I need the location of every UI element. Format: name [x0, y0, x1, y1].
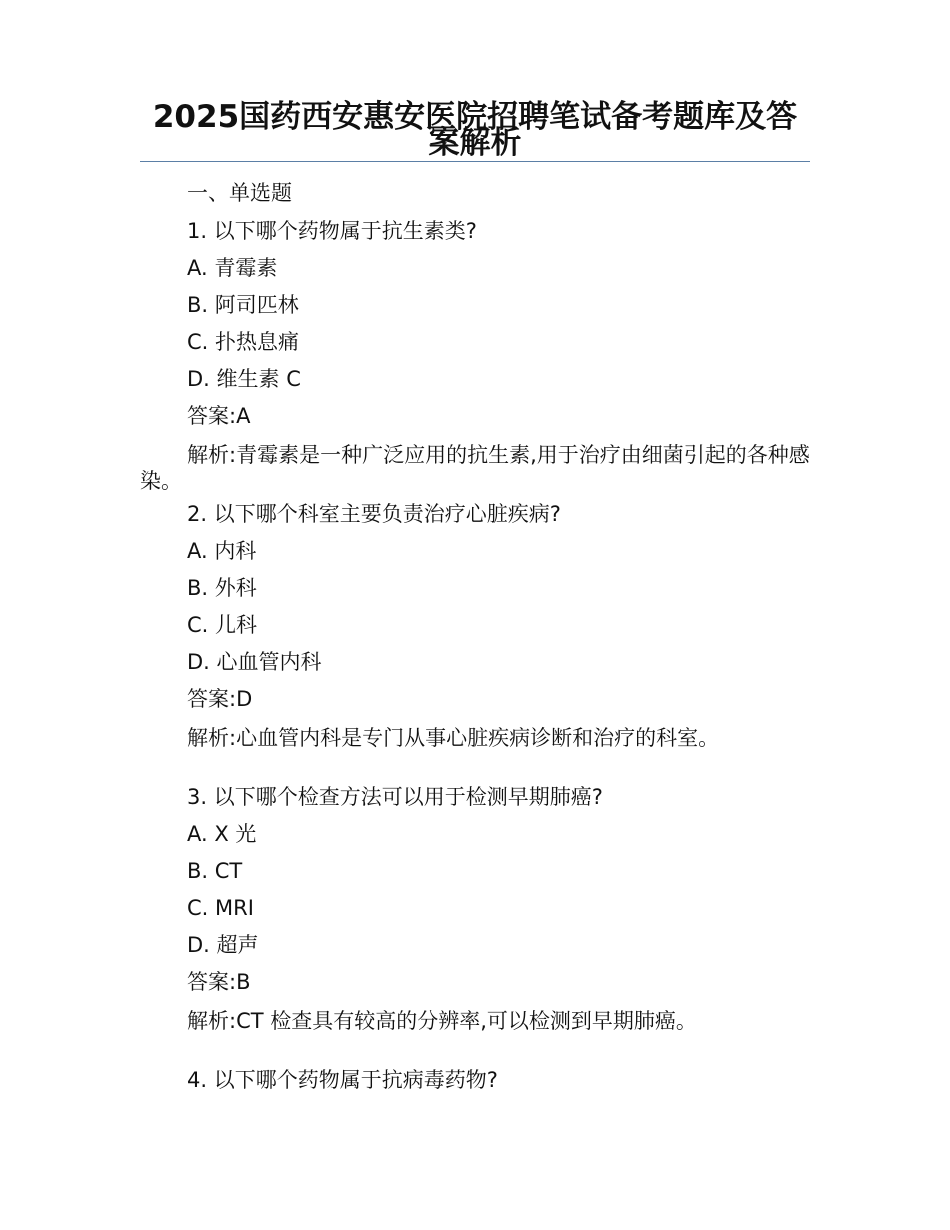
option-b: B. 外科 [187, 576, 257, 600]
option-b: B. CT [187, 859, 243, 883]
option-d: D. 心血管内科 [187, 650, 322, 674]
answer-text: 答案:D [187, 687, 253, 711]
answer-text: 答案:B [187, 970, 251, 994]
option-c: C. MRI [187, 896, 254, 920]
option-d: D. 维生素 C [187, 367, 301, 391]
explanation-text: 解析:CT 检查具有较高的分辨率,可以检测到早期肺癌。 [187, 1009, 697, 1033]
option-d: D. 超声 [187, 933, 259, 957]
option-a: A. 内科 [187, 539, 257, 563]
option-c: C. 儿科 [187, 613, 258, 637]
question-text: 1. 以下哪个药物属于抗生素类? [187, 219, 477, 243]
explanation-text: 解析:青霉素是一种广泛应用的抗生素,用于治疗由细菌引起的各种感染。 [140, 443, 810, 493]
question-text: 2. 以下哪个科室主要负责治疗心脏疾病? [187, 502, 561, 526]
title-underline [140, 161, 810, 162]
option-c: C. 扑热息痛 [187, 330, 300, 354]
answer-text: 答案:A [187, 404, 251, 428]
question-text: 3. 以下哪个检查方法可以用于检测早期肺癌? [187, 785, 603, 809]
option-a: A. 青霉素 [187, 256, 278, 280]
question-text: 4. 以下哪个药物属于抗病毒药物? [187, 1068, 498, 1092]
explanation-text: 解析:心血管内科是专门从事心脏疾病诊断和治疗的科室。 [187, 726, 720, 750]
page-title: 2025国药西安惠安医院招聘笔试备考题库及答案解析 [152, 99, 798, 161]
section-heading: 一、单选题 [187, 181, 292, 205]
option-b: B. 阿司匹林 [187, 293, 299, 317]
option-a: A. X 光 [187, 822, 257, 846]
